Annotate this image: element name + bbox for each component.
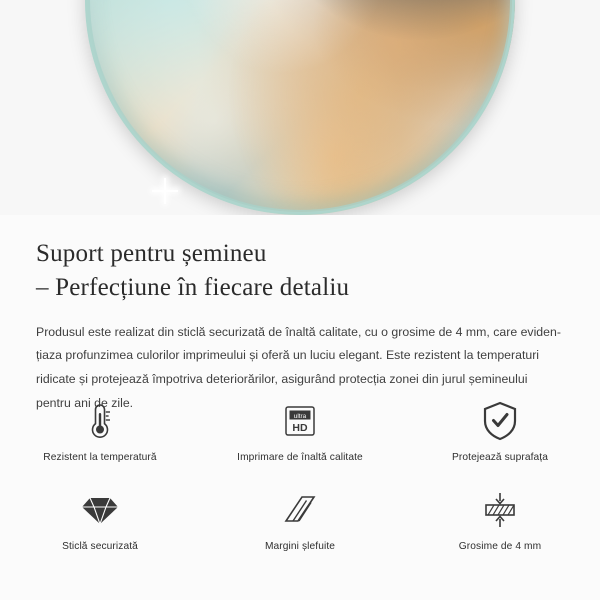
feature-label: Rezistent la temperatură bbox=[43, 452, 157, 463]
shield-check-icon bbox=[481, 398, 519, 444]
svg-text:HD: HD bbox=[292, 422, 308, 434]
page-title-line-1: Suport pentru șemineu bbox=[36, 240, 267, 267]
feature-label: Imprimare de înaltă calitate bbox=[237, 452, 363, 463]
thickness-icon bbox=[480, 487, 520, 533]
feature-item bbox=[200, 487, 400, 552]
feature-item bbox=[400, 487, 600, 552]
feature-item bbox=[400, 398, 600, 463]
polished-edges-icon bbox=[280, 487, 320, 533]
sparkle-icon bbox=[152, 178, 178, 204]
page-title bbox=[0, 215, 600, 305]
feature-item bbox=[0, 398, 200, 463]
feature-label: Sticlă securizată bbox=[62, 541, 138, 552]
ultra-hd-icon bbox=[280, 398, 320, 444]
text-content bbox=[0, 215, 600, 416]
feature-item bbox=[200, 398, 400, 463]
page-title-line-2: – Perfecțiune în fiecare detaliu bbox=[36, 273, 350, 301]
hero-image bbox=[0, 0, 600, 215]
svg-text:ultra: ultra bbox=[293, 412, 307, 420]
feature-label: Margini șlefuite bbox=[264, 541, 336, 552]
feature-label: Protejează suprafața bbox=[451, 452, 548, 463]
feature-label: Grosime de 4 mm bbox=[458, 541, 542, 552]
thermometer-icon bbox=[83, 398, 117, 444]
diamond-icon bbox=[80, 487, 120, 533]
feature-item bbox=[0, 487, 200, 552]
description-paragraph: Produsul este realizat din sticlă securizată de înaltă calitate, cu o grosime de 4 mm, care eviden-țiaza profunzimea culorilor imprimeului și oferă un luciu elegant. Este rezistent la temperaturi ridicate și protejează împotriva deteriorărilor, asigurând protecția zonei din jurul șemineului pentru ani de zile. bbox=[36, 324, 561, 411]
glass-board-image bbox=[85, 0, 515, 215]
feature-grid bbox=[0, 398, 600, 552]
